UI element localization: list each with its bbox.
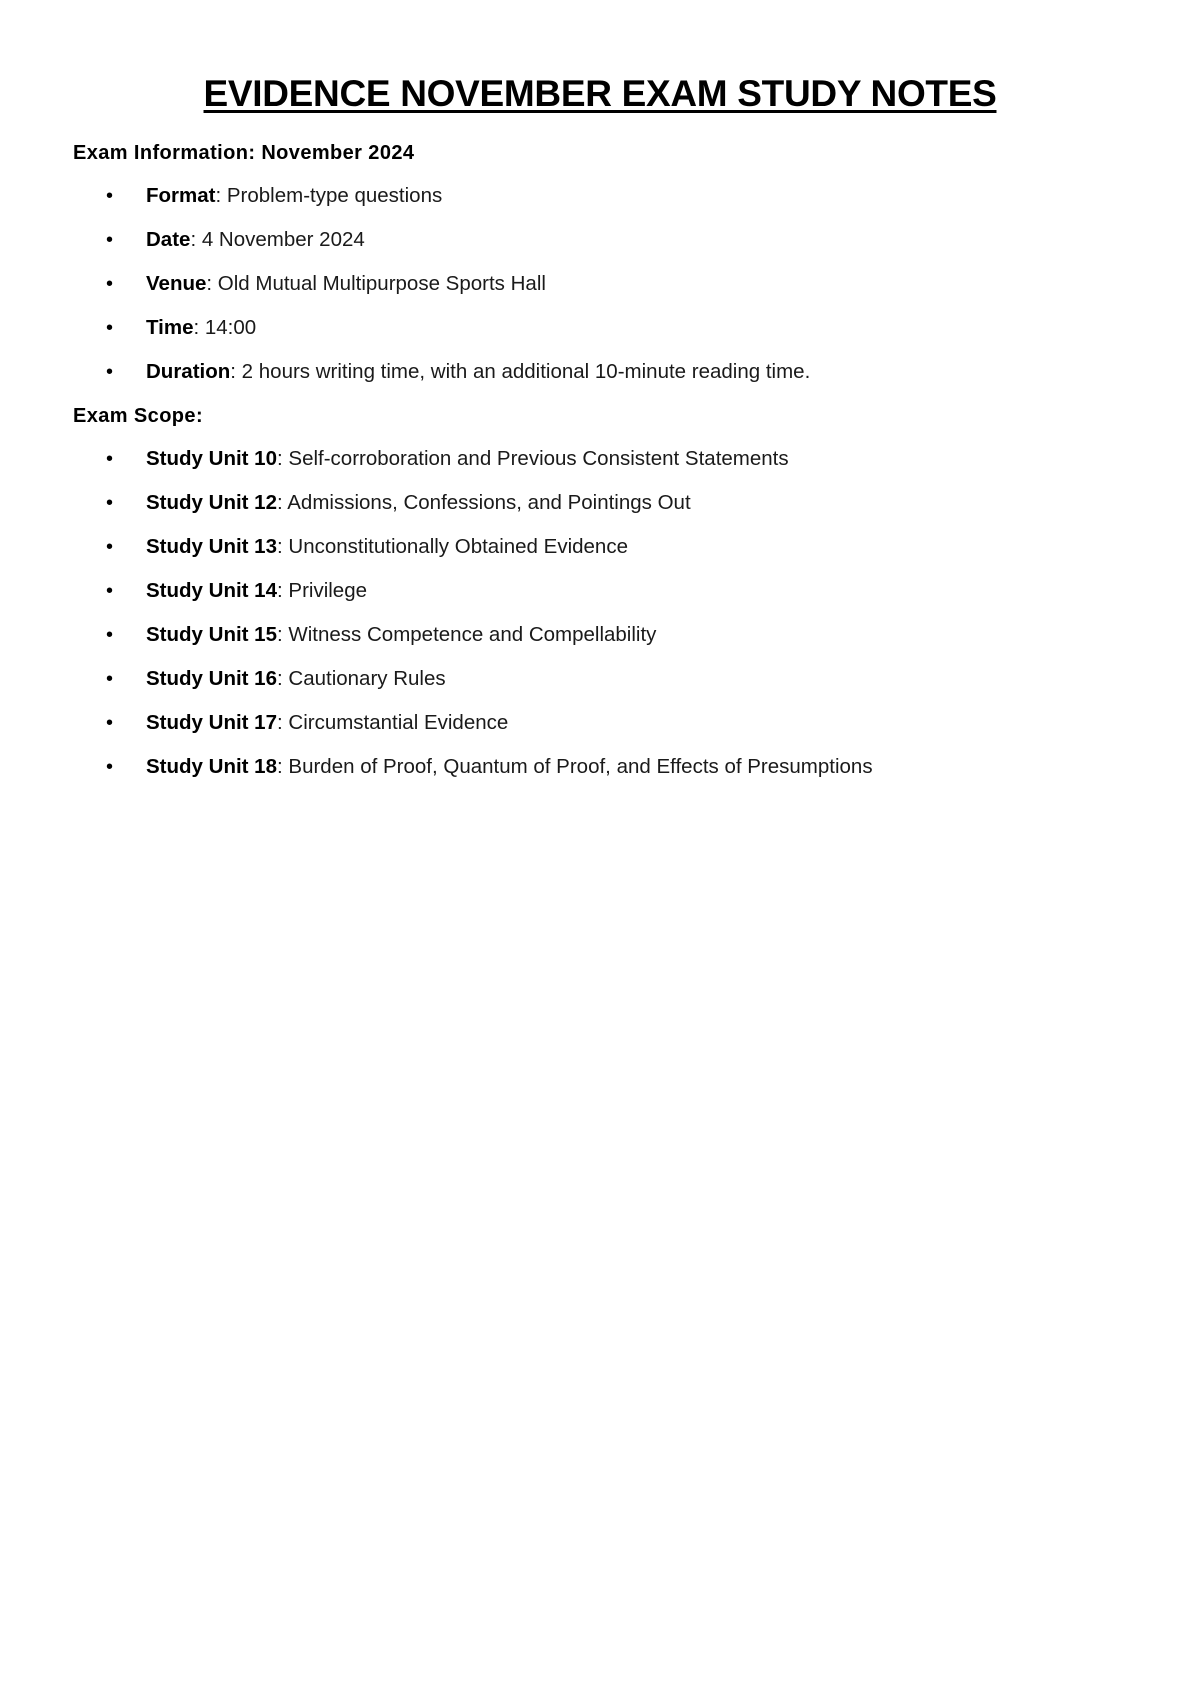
item-label: Duration — [146, 360, 231, 383]
bullet-icon: • — [106, 361, 114, 383]
item-label: Time — [146, 316, 194, 339]
bullet-icon: • — [106, 536, 114, 558]
item-value: : Cautionary Rules — [277, 667, 446, 690]
bullet-icon: • — [106, 712, 114, 734]
item-label: Study Unit 14 — [146, 579, 277, 602]
section-heading-exam-information: Exam Information: November 2024 — [73, 142, 415, 164]
item-value: : Witness Competence and Compellability — [277, 623, 657, 646]
bullet-icon: • — [106, 668, 114, 690]
item-value: : Self-corroboration and Previous Consistent Statements — [277, 447, 789, 470]
item-value: : Old Mutual Multipurpose Sports Hall — [206, 272, 546, 295]
bullet-icon: • — [106, 317, 114, 339]
document-title: EVIDENCE NOVEMBER EXAM STUDY NOTES — [203, 73, 997, 114]
item-label: Study Unit 12 — [146, 491, 277, 514]
bullet-icon: • — [106, 448, 114, 470]
bullet-icon: • — [106, 185, 114, 207]
item-value: : Unconstitutionally Obtained Evidence — [277, 535, 628, 558]
item-value: : 2 hours writing time, with an additional 10-minute reading time. — [230, 360, 811, 383]
item-value: : 14:00 — [193, 316, 257, 339]
item-label: Format — [146, 184, 216, 207]
bullet-icon: • — [106, 492, 114, 514]
item-value: : Burden of Proof, Quantum of Proof, and Effects of Presumptions — [277, 755, 873, 778]
item-label: Study Unit 18 — [146, 755, 277, 778]
item-label: Study Unit 13 — [146, 535, 277, 558]
item-label: Study Unit 16 — [146, 667, 277, 690]
item-value: : 4 November 2024 — [190, 228, 365, 251]
item-label: Study Unit 17 — [146, 711, 277, 734]
bullet-icon: • — [106, 624, 114, 646]
item-value: : Problem-type questions — [215, 184, 443, 207]
section-heading-exam-scope: Exam Scope: — [73, 405, 204, 427]
item-label: Study Unit 15 — [146, 623, 277, 646]
bullet-icon: • — [106, 273, 114, 295]
item-label: Date — [146, 228, 191, 251]
bullet-icon: • — [106, 580, 114, 602]
item-value: : Circumstantial Evidence — [277, 711, 509, 734]
item-value: : Privilege — [277, 579, 368, 602]
item-label: Venue — [146, 272, 207, 295]
item-label: Study Unit 10 — [146, 447, 277, 470]
item-value: : Admissions, Confessions, and Pointings Out — [277, 491, 691, 514]
bullet-icon: • — [106, 756, 114, 778]
bullet-icon: • — [106, 229, 114, 251]
